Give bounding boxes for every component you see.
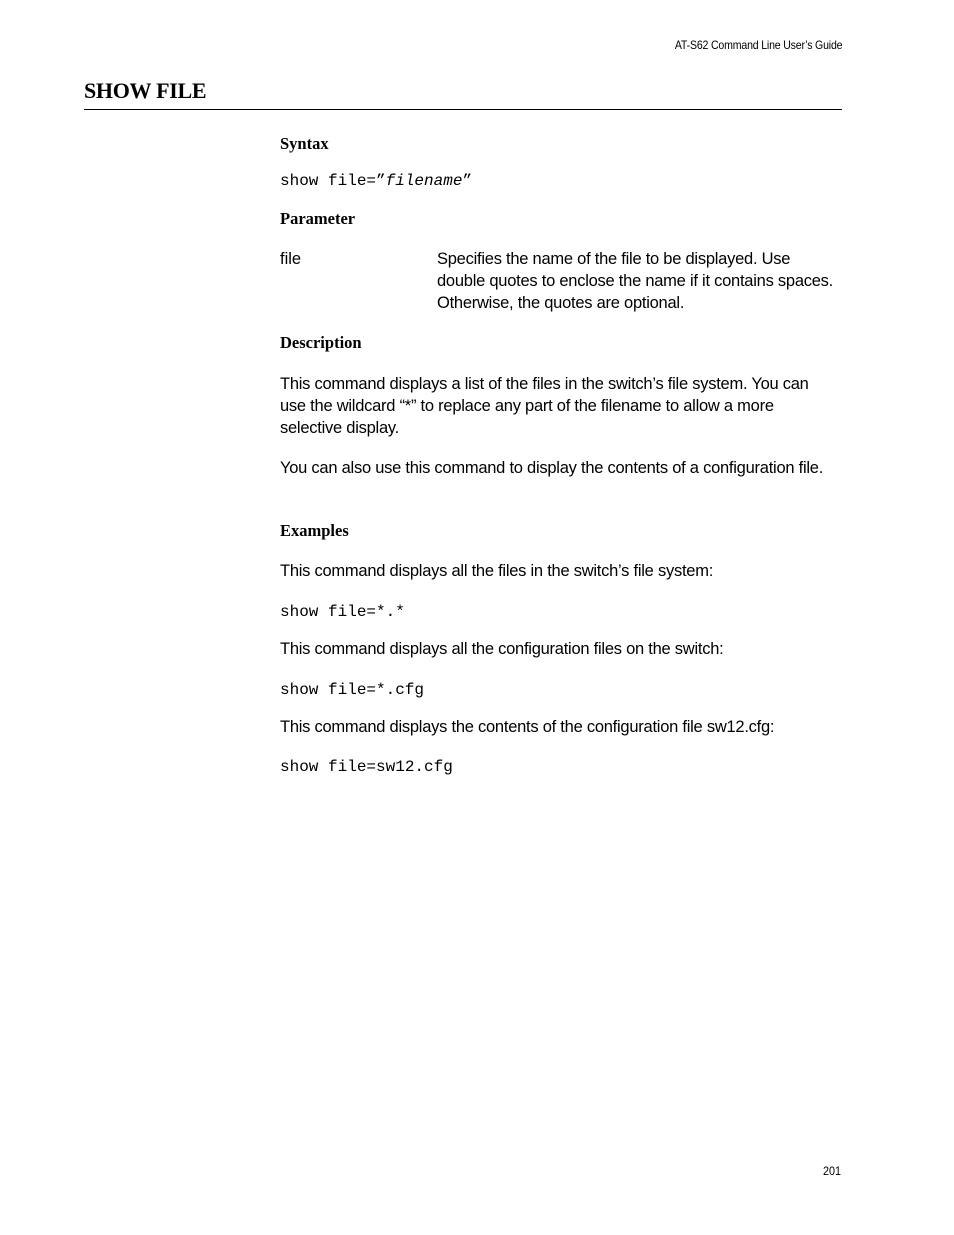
syntax-command-suffix: ” bbox=[462, 172, 473, 190]
example-text: This command displays all the configuration files on the switch: bbox=[280, 640, 724, 658]
example-command: show file=*.* bbox=[280, 603, 405, 621]
examples-heading: Examples bbox=[280, 521, 349, 540]
page-title: SHOW FILE bbox=[84, 78, 207, 103]
syntax-command-prefix: show file=” bbox=[280, 172, 386, 190]
syntax-command-param: filename bbox=[385, 172, 463, 190]
page-number: 201 bbox=[822, 1164, 841, 1178]
parameter-description: Specifies the name of the file to be displayed. Use double quotes to enclose the name if it contains spaces. Otherwise, the quotes are optional. bbox=[437, 250, 834, 312]
description-paragraph: This command displays a list of the files in the switch’s file system. You can use the wildcard “*” to replace any part of the filename to allow a more selective display. bbox=[280, 375, 809, 437]
title-rule bbox=[84, 109, 842, 110]
description-heading: Description bbox=[280, 333, 362, 352]
parameter-name: file bbox=[280, 250, 302, 268]
example-text: This command displays all the files in the switch’s file system: bbox=[280, 562, 714, 580]
running-header: AT-S62 Command Line User’s Guide bbox=[674, 38, 842, 52]
syntax-heading: Syntax bbox=[280, 134, 329, 153]
syntax-command bbox=[280, 172, 472, 190]
example-command: show file=*.cfg bbox=[280, 681, 425, 699]
parameter-heading: Parameter bbox=[280, 209, 356, 228]
example-text: This command displays the contents of the configuration file sw12.cfg: bbox=[280, 718, 775, 736]
example-command: show file=sw12.cfg bbox=[280, 758, 453, 776]
description-paragraph: You can also use this command to display the contents of a configuration file. bbox=[280, 459, 824, 477]
